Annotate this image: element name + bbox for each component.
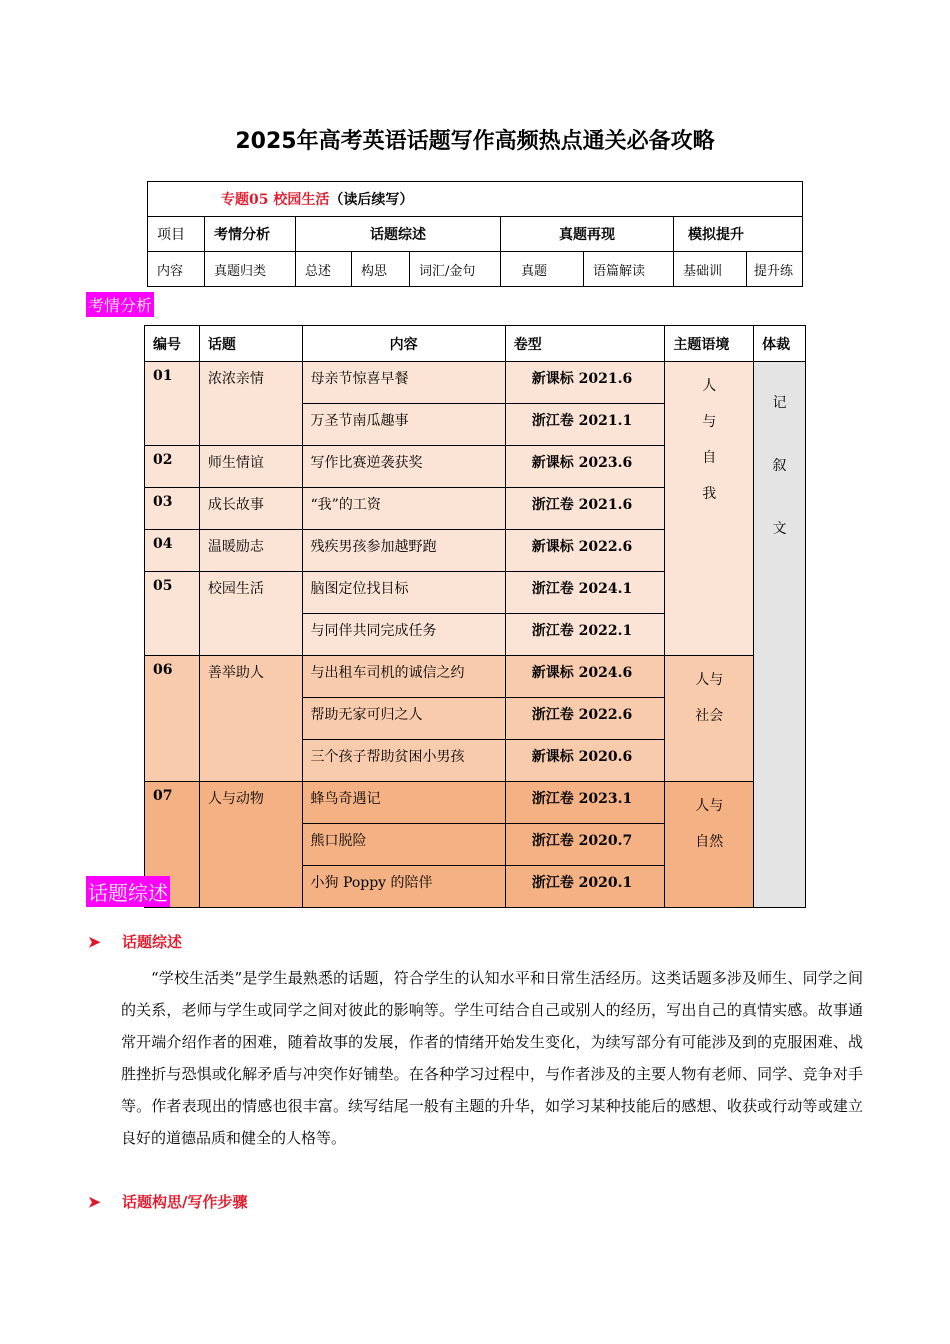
content-cell: 与出租车司机的诚信之约 bbox=[302, 656, 505, 698]
nav-cell[interactable]: 真题 bbox=[501, 252, 584, 287]
nav-cell[interactable]: 基础训 bbox=[674, 252, 747, 287]
content-cell: 残疾男孩参加越野跑 bbox=[302, 530, 505, 572]
content-cell: 万圣节南瓜趣事 bbox=[302, 404, 505, 446]
theme-char: 与 bbox=[702, 414, 717, 430]
paper-cell: 浙江卷 2021.1 bbox=[505, 404, 665, 446]
nav-cell-real-questions[interactable]: 真题再现 bbox=[501, 217, 674, 252]
overview-paragraph: “学校生活类”是学生最熟悉的话题，符合学生的认知水平和日常生活经历。这类话题多涉及师生、同学之间的关系，老师与学生或同学之间对彼此的影响等。学生可结合自己或别人的经历，写出自己的真情实感。故事通常开端介绍作者的困难，随着故事的发展，作者的情绪开始发生变化，为续写部分有可能涉及到的克服困难、战胜挫折与恐惧或化解矛盾与冲突作好铺垫。在各种学习过程中，与作者涉及的主要人物有老师、同学、竞争对手等。作者表现出的情感也很丰富。续写结尾一般有主题的升华，如学习某种技能后的感想、收获或行动等或建立良好的道德品质和健全的人格等。 bbox=[121, 969, 863, 1147]
nav-cell-mock[interactable]: 模拟提升 bbox=[674, 217, 803, 252]
theme-char: 人与 bbox=[695, 798, 724, 814]
paper-cell: 浙江卷 2023.1 bbox=[505, 782, 665, 824]
column-header: 卷型 bbox=[505, 326, 665, 362]
column-header: 主题语境 bbox=[665, 326, 754, 362]
paper-cell: 新课标 2022.6 bbox=[505, 530, 665, 572]
theme-char: 我 bbox=[702, 486, 717, 502]
topic-name: 师生情谊 bbox=[199, 446, 302, 488]
paper-cell: 浙江卷 2020.1 bbox=[505, 866, 665, 908]
topic-number: 04 bbox=[145, 530, 200, 572]
bullet-heading-steps bbox=[88, 1191, 247, 1212]
nav-cell: 内容 bbox=[148, 252, 205, 287]
genre-char: 叙 bbox=[772, 458, 787, 474]
content-cell: 帮助无家可归之人 bbox=[302, 698, 505, 740]
paper-cell: 浙江卷 2021.6 bbox=[505, 488, 665, 530]
genre-char: 记 bbox=[772, 395, 787, 411]
section-label-overview: 话题综述 bbox=[86, 876, 170, 907]
paper-cell: 新课标 2021.6 bbox=[505, 362, 665, 404]
topic-name: 人与动物 bbox=[199, 782, 302, 908]
nav-cell-overview[interactable]: 话题综述 bbox=[296, 217, 501, 252]
topic-number: 05 bbox=[145, 572, 200, 656]
content-cell: 脑图定位找目标 bbox=[302, 572, 505, 614]
nav-cell-analysis[interactable]: 考情分析 bbox=[205, 217, 296, 252]
analysis-table bbox=[144, 325, 806, 908]
nav-cell[interactable]: 真题归类 bbox=[205, 252, 296, 287]
theme-cell-society bbox=[665, 656, 754, 782]
nav-cell: 项目 bbox=[148, 217, 205, 252]
paper-cell: 新课标 2020.6 bbox=[505, 740, 665, 782]
topic-number: 07 bbox=[145, 782, 200, 908]
page-title: 2025年高考英语话题写作高频热点通关必备攻略 bbox=[235, 129, 715, 154]
theme-cell-nature bbox=[665, 782, 754, 908]
nav-heading bbox=[148, 182, 803, 217]
paper-cell: 浙江卷 2020.7 bbox=[505, 824, 665, 866]
theme-char: 人 bbox=[702, 378, 717, 394]
content-cell: 与同伴共同完成任务 bbox=[302, 614, 505, 656]
nav-heading-suffix: （读后续写） bbox=[329, 192, 414, 208]
column-header: 体裁 bbox=[754, 326, 806, 362]
theme-char: 社会 bbox=[695, 708, 724, 724]
section-label-analysis: 考情分析 bbox=[86, 292, 154, 317]
topic-number: 02 bbox=[145, 446, 200, 488]
nav-cell[interactable]: 语篇解读 bbox=[584, 252, 674, 287]
topic-name: 校园生活 bbox=[199, 572, 302, 656]
column-header: 内容 bbox=[302, 326, 505, 362]
column-header: 编号 bbox=[145, 326, 200, 362]
content-cell: “我”的工资 bbox=[302, 488, 505, 530]
content-cell: 三个孩子帮助贫困小男孩 bbox=[302, 740, 505, 782]
content-cell: 母亲节惊喜早餐 bbox=[302, 362, 505, 404]
table-row bbox=[145, 656, 806, 698]
table-row bbox=[145, 782, 806, 824]
nav-cell[interactable]: 构思 bbox=[352, 252, 410, 287]
theme-char: 人与 bbox=[695, 672, 724, 688]
topic-number: 06 bbox=[145, 656, 200, 782]
theme-char: 自 bbox=[702, 450, 717, 466]
theme-char: 自然 bbox=[695, 834, 724, 850]
bullet-heading-text: 话题构思/写作步骤 bbox=[122, 1193, 248, 1211]
paper-cell: 新课标 2023.6 bbox=[505, 446, 665, 488]
nav-heading-topic: 专题05 校园生活 bbox=[221, 192, 330, 208]
paper-cell: 浙江卷 2022.1 bbox=[505, 614, 665, 656]
paper-cell: 浙江卷 2024.1 bbox=[505, 572, 665, 614]
column-header: 话题 bbox=[199, 326, 302, 362]
topic-number: 03 bbox=[145, 488, 200, 530]
nav-cell[interactable]: 总述 bbox=[296, 252, 352, 287]
content-cell: 熊口脱险 bbox=[302, 824, 505, 866]
table-row bbox=[145, 362, 806, 404]
genre-cell bbox=[754, 362, 806, 908]
content-cell: 小狗 Poppy 的陪伴 bbox=[302, 866, 505, 908]
topic-number: 01 bbox=[145, 362, 200, 446]
genre-char: 文 bbox=[772, 521, 787, 537]
paper-cell: 浙江卷 2022.6 bbox=[505, 698, 665, 740]
content-cell: 蜂鸟奇遇记 bbox=[302, 782, 505, 824]
bullet-heading-overview bbox=[88, 931, 182, 952]
topic-name: 成长故事 bbox=[199, 488, 302, 530]
nav-cell[interactable]: 词汇/金句 bbox=[410, 252, 501, 287]
paper-cell: 新课标 2024.6 bbox=[505, 656, 665, 698]
topic-nav-table bbox=[147, 181, 803, 287]
arrow-bullet-icon: ➤ bbox=[88, 933, 101, 951]
topic-name: 浓浓亲情 bbox=[199, 362, 302, 446]
arrow-bullet-icon: ➤ bbox=[88, 1193, 101, 1211]
content-cell: 写作比赛逆袭获奖 bbox=[302, 446, 505, 488]
bullet-heading-text: 话题综述 bbox=[122, 933, 183, 951]
theme-cell-self bbox=[665, 362, 754, 656]
topic-name: 温暖励志 bbox=[199, 530, 302, 572]
nav-cell[interactable]: 提升练 bbox=[747, 252, 803, 287]
topic-name: 善举助人 bbox=[199, 656, 302, 782]
